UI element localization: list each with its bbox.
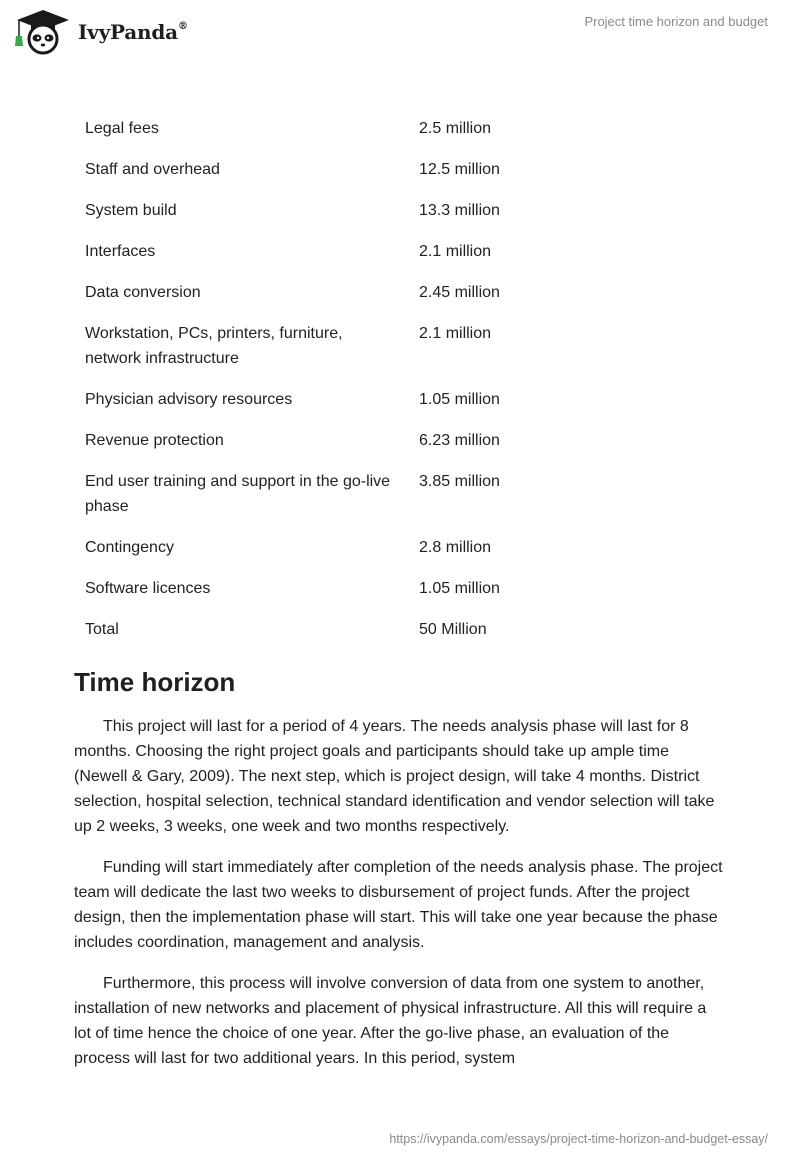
budget-item: System build [85, 202, 177, 219]
budget-amount: 2.1 million [419, 243, 492, 260]
source-url[interactable]: https://ivypanda.com/essays/project-time-horizon-and-budget-essay/ [389, 1132, 768, 1146]
budget-item: Legal fees [85, 120, 159, 137]
table-row [74, 272, 726, 313]
budget-item: Data conversion [85, 284, 201, 301]
paragraph: This project will last for a period of 4 years. The needs analysis phase will last for 8 months. Choosing the right project goals and participants should take up ample time (Newell & Gary, 2009). The next step, which is project design, will take 4 months. District selection, hospital selection, technical standard identification and vendor selection will take up 2 weeks, 3 weeks, one week and two months respectively. [74, 718, 715, 835]
budget-item: Revenue protection [85, 432, 224, 449]
budget-amount: 2.1 million [419, 325, 492, 342]
document-title: Project time horizon and budget [584, 14, 768, 29]
table-row [74, 568, 726, 609]
panda-graduate-icon [14, 8, 72, 56]
table-row [74, 461, 726, 527]
budget-amount: 2.8 million [419, 539, 492, 556]
budget-amount: 1.05 million [419, 580, 500, 597]
budget-item: Physician advisory resources [85, 391, 293, 408]
budget-amount: 6.23 million [419, 432, 500, 449]
budget-amount: 2.45 million [419, 284, 500, 301]
budget-item: Interfaces [85, 243, 156, 260]
table-row [74, 609, 726, 650]
table-row [74, 313, 726, 379]
budget-table [74, 108, 726, 650]
budget-item: Total [85, 621, 119, 638]
table-row [74, 231, 726, 272]
table-row [74, 149, 726, 190]
table-row [74, 420, 726, 461]
budget-item: Workstation, PCs, printers, furniture, network infrastructure [85, 325, 343, 367]
budget-amount: 50 Million [419, 621, 487, 638]
budget-amount: 3.85 million [419, 473, 500, 490]
ivypanda-logo[interactable] [14, 8, 188, 56]
time-horizon-section [74, 662, 726, 1087]
budget-item: Software licences [85, 580, 211, 597]
budget-amount: 1.05 million [419, 391, 500, 408]
paragraph: Funding will start immediately after completion of the needs analysis phase. The project team will dedicate the last two weeks to disbursement of project funds. After the project design, then the implementation phase will start. This will take one year because the phase includes coordination, management and analysis. [74, 859, 723, 951]
brand-name: IvyPanda® [78, 20, 188, 44]
table-row [74, 527, 726, 568]
paragraph: Furthermore, this process will involve conversion of data from one system to another, installation of new networks and placement of physical infrastructure. All this will require a lot of time hence the choice of one year. After the go-live phase, an evaluation of the process will last for two additional years. In this period, system [74, 975, 707, 1067]
table-row [74, 190, 726, 231]
budget-item: Staff and overhead [85, 161, 220, 178]
table-row [74, 108, 726, 149]
budget-amount: 2.5 million [419, 120, 492, 137]
budget-amount: 12.5 million [419, 161, 500, 178]
budget-amount: 13.3 million [419, 202, 500, 219]
budget-item: Contingency [85, 539, 174, 556]
section-heading: Time horizon [74, 667, 236, 697]
page-header [0, 0, 800, 70]
table-row [74, 379, 726, 420]
budget-item: End user training and support in the go-live phase [85, 473, 391, 515]
